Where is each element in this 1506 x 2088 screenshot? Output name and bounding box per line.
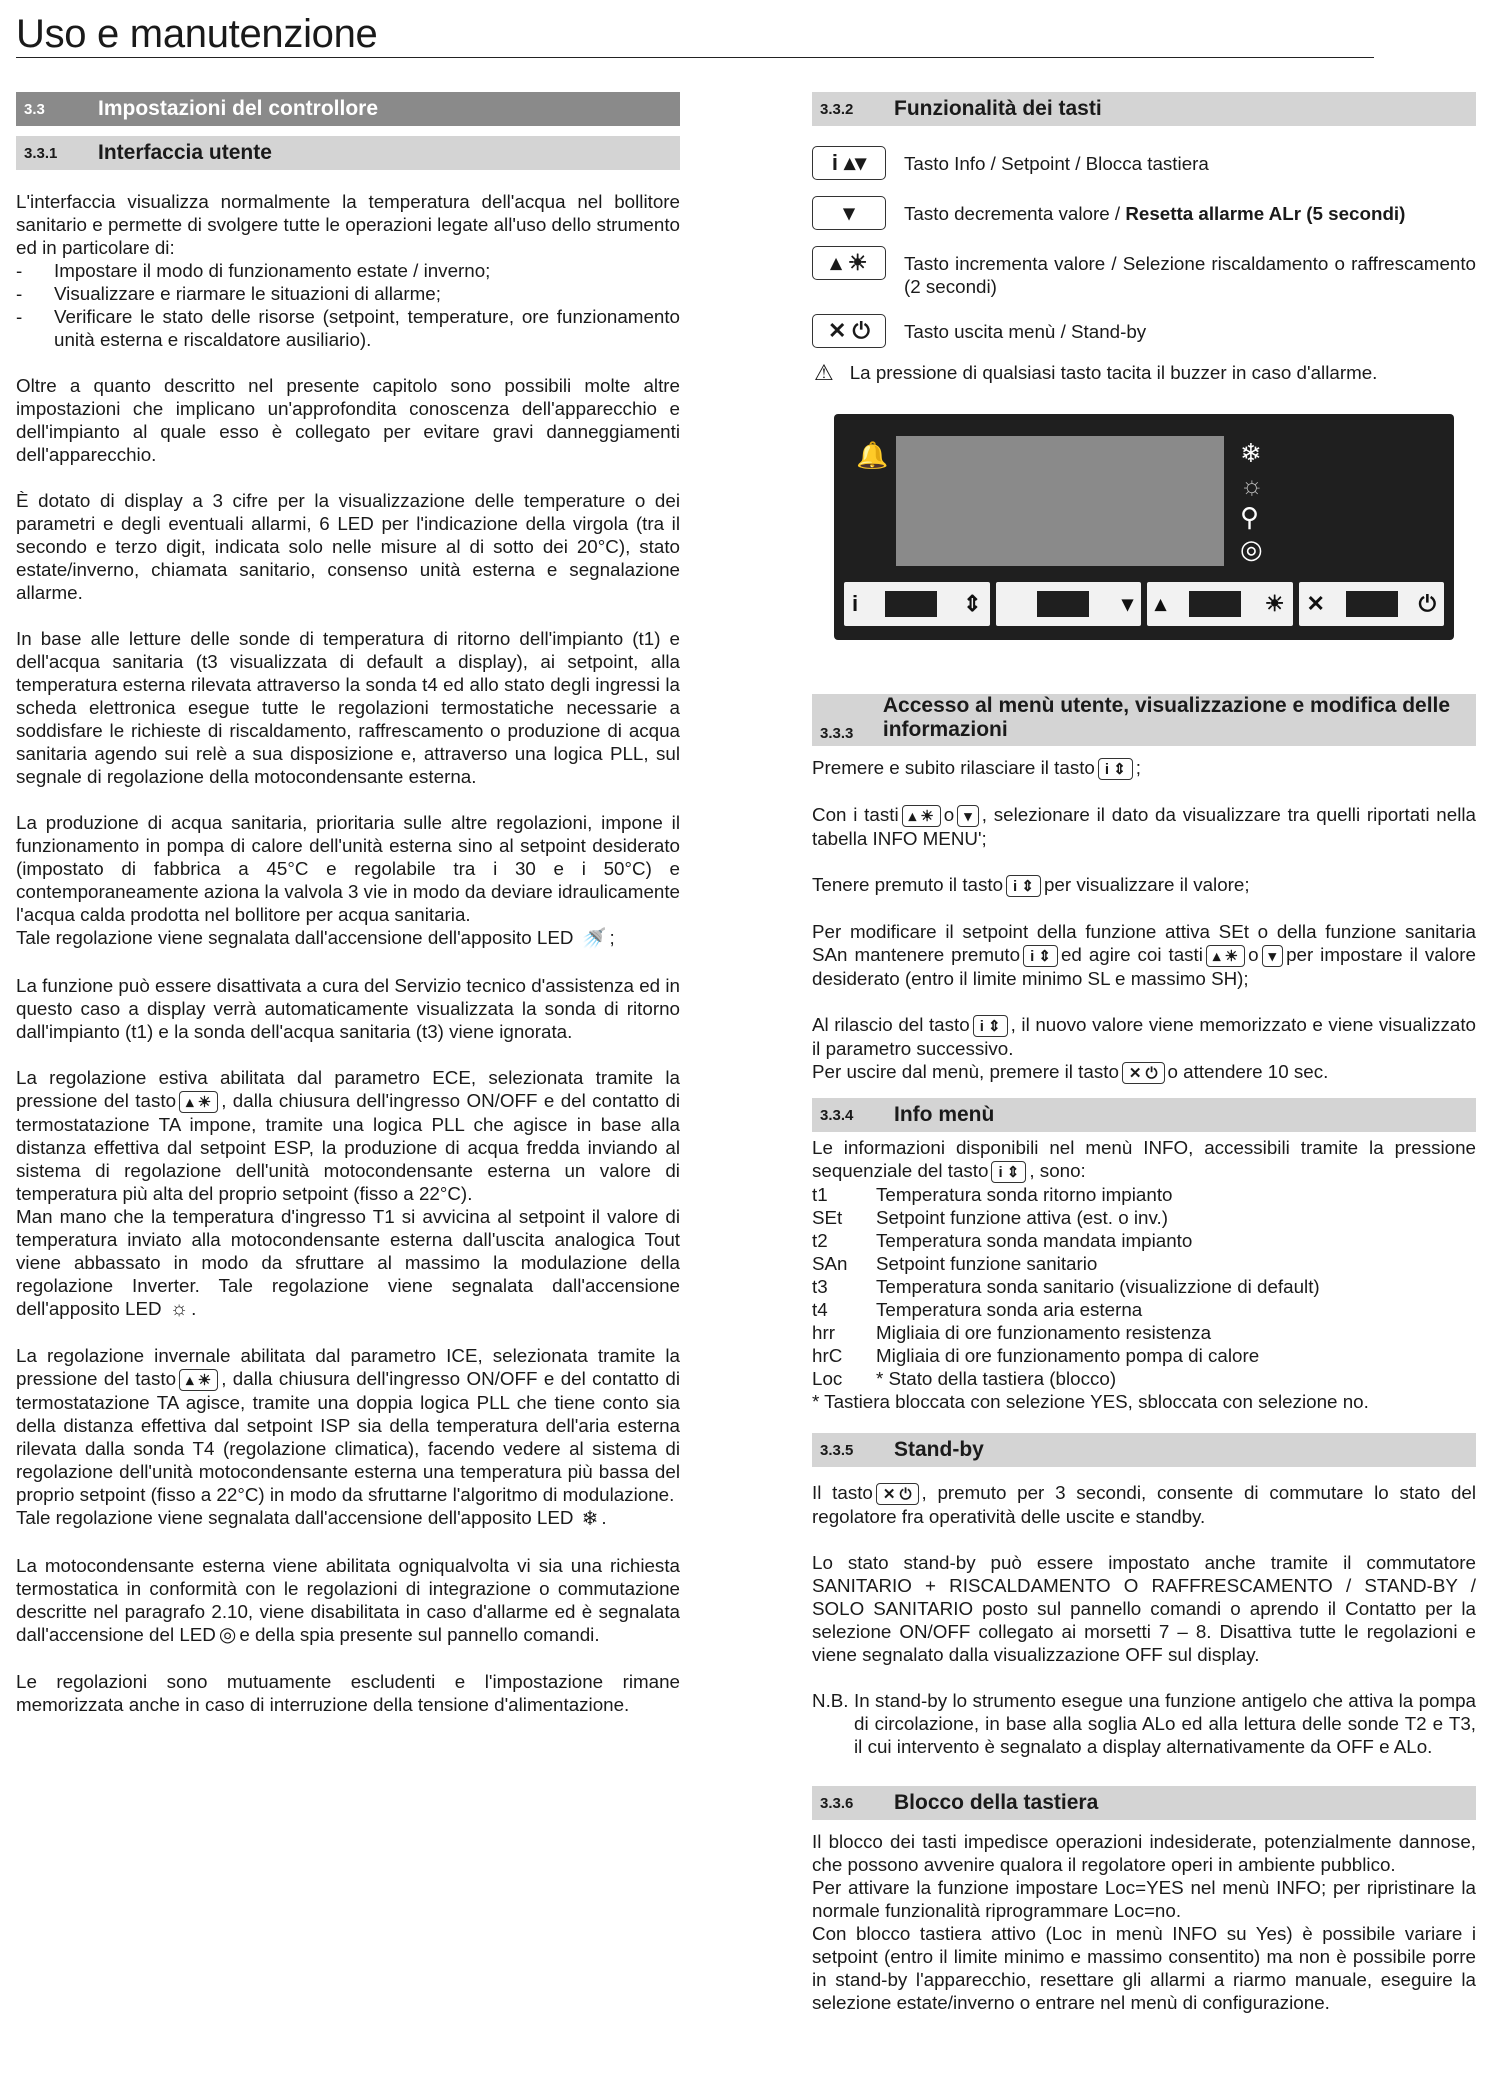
info-key-icon: i ⇕	[1006, 875, 1041, 897]
page-title: Uso e manutenzione	[16, 12, 378, 56]
info-code: SAn	[812, 1253, 848, 1275]
paragraph: È dotato di display a 3 cifre per la visualizzazione delle temperature o dei parametri e degli eventuali allarmi, 6 LED per l'indicazione della virgola (tra il secondo e terzo digit, indicata solo nelle misure al di sotto dei 20°C), stato estate/inverno, chiamata sanitario, consenso unità esterna e segnalazione allarme.	[16, 490, 680, 603]
up-arrow-icon: ▴	[1155, 591, 1167, 616]
text: , dalla chiusura dell'ingresso ON/OFF e del contatto di termostatazione TA impone, tramite una logica PLL che agisce in base alla distanza effettiva dal setpoint ESP, la produzione di acqua fredda inviando al sistema di regolazione dell'unità motocondensante esterna un valore di temperatura più alta del proprio setpoint (fisso a 22°C).	[16, 1089, 681, 1204]
compressor-icon: ◎	[1240, 534, 1263, 564]
info-desc: Migliaia di ore funzionamento pompa di calore	[876, 1345, 1260, 1367]
info-code: t2	[812, 1230, 828, 1252]
section-title: Interfaccia utente	[98, 141, 272, 164]
list-item	[812, 1229, 1476, 1252]
text: Man mano che la temperatura d'ingresso T1 si avvicina al setpoint il valore di temperatura inviato alla motocondensante esterna dall'uscita analogica Tout viene abbassato in modo da sfruttare al massimo la modulazione della regolazione Inverter. Tale regolazione viene segnalata dall'accensione dell'apposito LED	[16, 1205, 680, 1319]
text: Al rilascio del tasto	[812, 1014, 970, 1036]
paragraph: Lo stato stand-by può essere impostato anche tramite il commutatore SANITARIO + RISCALDAMENTO O RAFFRESCAMENTO / STAND-BY / SOLO SANITARIO posto sul pannello comandi o aprendo il Contatto per la selezione ON/OFF collegato ai morsetti 7 – 8. Disattiva tutte le regolazioni e viene segnalato dalla visualizzazione OFF sul display.	[812, 1552, 1476, 1666]
up-key-icon: ▴ ☀	[812, 246, 886, 280]
right-column	[812, 92, 1476, 2014]
paragraph: La funzione può essere disattivata a cura del Servizio tecnico d'assistenza ed in questo caso a display verrà automaticamente visualizzata la sonda di ritorno dall'impianto (t1) e la sonda dell'acqua sanitaria (t3) viene ignorata.	[16, 974, 680, 1042]
key-row-decrement	[812, 202, 1476, 230]
paragraph: Per attivare la funzione impostare Loc=YES nel menù INFO; per ripristinare la normale funzionalità riprogrammare Loc=no.	[812, 1877, 1476, 1922]
note-label: N.B.	[812, 1690, 849, 1712]
section-title: Info menù	[894, 1103, 995, 1127]
paragraph	[812, 803, 1476, 850]
list-item	[812, 1321, 1476, 1344]
controller-panel-illustration	[834, 414, 1454, 640]
sun-icon: ☀	[1264, 591, 1285, 616]
paragraph: In base alle letture delle sonde di temperatura di ritorno dell'impianto (t1) e dell'acqua sanitaria (t3 visualizzata di default a display), ai setpoint, alla temperatura esterna rilevata attraverso la sonda t4 ed allo stato degli ingressi la scheda elettronica esegue tutte le regolazioni termostatiche necessarie a soddisfare le richieste di riscaldamento, raffrescamento o produzione di acqua sanitaria agendo sui relè a sua disposizione e, attraverso una logica PLL, sul segnale di regolazione della motocondensante esterna.	[16, 628, 680, 787]
info-desc: Migliaia di ore funzionamento resistenza	[876, 1322, 1212, 1344]
list-item	[812, 1252, 1476, 1275]
list-item: - Visualizzare e riarmare le situazioni di allarme;	[16, 282, 680, 305]
paragraph: Man mano che la temperatura d'ingresso T1 si avvicina al setpoint il valore di temperatura inviato alla motocondensante esterna dall'uscita analogica Tout viene abbassato in modo da sfruttare al massimo la modulazione della regolazione Inverter. Tale regolazione viene segnalata dall'accensione dell'apposito LED ☼ .	[16, 1205, 680, 1321]
info-code: hrC	[812, 1345, 843, 1367]
list-item	[812, 1275, 1476, 1298]
section-number: 3.3	[24, 100, 45, 118]
info-code: Loc	[812, 1368, 843, 1390]
paragraph	[812, 1136, 1476, 1183]
section-number: 3.3.3	[820, 725, 854, 742]
increment-key-icon: ▴ ☀	[902, 805, 941, 827]
paragraph: La produzione di acqua sanitaria, prioritaria sulle altre regolazioni, impone il funzionamento in pompa di calore dell'unità esterna sino al setpoint desiderato (impostato di fabbrica a 45°C e regolabile tra i 30 e i 50°C) e contemporaneamente aziona la valvola 3 vie in modo da deviare idraulicamente l'acqua calda prodotta nel bollitore per acqua sanitaria.	[16, 812, 681, 925]
close-icon: ✕	[1306, 591, 1325, 616]
footnote: * Tastiera bloccata con selezione YES, sbloccata con selezione no.	[812, 1391, 1369, 1413]
text: , selezionare il dato da visualizzare tra quelli riportati nella tabella INFO MENU';	[812, 804, 1476, 850]
info-code: t1	[812, 1184, 828, 1206]
key-description: Tasto uscita menù / Stand-by	[904, 321, 1147, 342]
section-title: Stand-by	[894, 1438, 984, 1462]
info-code: SEt	[812, 1207, 843, 1229]
paragraph: Il blocco dei tasti impedisce operazioni indesiderate, potenzialmente dannose, che possono avvenire qualora il regolatore operi in ambiente pubblico.	[812, 1831, 1476, 1876]
note-text: In stand-by lo strumento esegue una funzione antigelo che attiva la pompa di circolazione, in base alla soglia ALo ed alla lettura delle sonde T2 e T3, il cui intervento è segnalato a display alternativamente da OFF e ALo.	[854, 1690, 1476, 1758]
section-number: 3.3.6	[820, 1794, 854, 1812]
list-item: - Impostare il modo di funzionamento estate / inverno;	[16, 259, 680, 282]
section-3-3-5-header	[812, 1433, 1476, 1467]
left-column	[16, 92, 680, 1716]
section-number: 3.3.4	[820, 1106, 854, 1124]
info-key-icon: i ⇕	[991, 1161, 1026, 1183]
warning-text: La pressione di qualsiasi tasto tacita il buzzer in caso d'allarme.	[849, 362, 1378, 383]
info-key-icon: i ⇕	[973, 1015, 1008, 1037]
paragraph	[812, 920, 1476, 990]
warning-note	[812, 360, 1476, 386]
text: o	[1248, 944, 1259, 966]
paragraph	[812, 1060, 1476, 1084]
text: Tale regolazione viene segnalata dall'accensione dell'apposito LED	[16, 927, 574, 948]
text: , sono:	[1029, 1160, 1086, 1182]
text: , il nuovo valore viene memorizzato e viene visualizzato il parametro successivo.	[812, 1014, 1476, 1060]
info-code: t3	[812, 1276, 828, 1298]
info-code: hrr	[812, 1322, 835, 1344]
panel-button-bar	[844, 582, 1444, 626]
section-3-3-6-header	[812, 1786, 1476, 1820]
key-row-info	[812, 152, 1476, 180]
info-desc: Setpoint funzione attiva (est. o inv.)	[876, 1207, 1168, 1229]
paragraph: Oltre a quanto descritto nel presente capitolo sono possibili molte altre impostazioni che implicano un'approfondita conoscenza dell'apparecchio e dell'impianto al quale esso è collegato per evitare gravi danneggiamenti dell'apparecchio.	[16, 375, 680, 465]
list-item	[812, 1298, 1476, 1321]
key-row-increment	[812, 252, 1476, 298]
exit-button[interactable]	[1299, 582, 1445, 626]
text: Il tasto	[812, 1482, 873, 1504]
section-title: Blocco della tastiera	[894, 1791, 1099, 1815]
increment-key-icon: ▴ ☀	[1206, 945, 1245, 967]
paragraph	[16, 1554, 680, 1648]
section-3-3-3-header	[812, 694, 1476, 746]
section-title: Funzionalità dei tasti	[894, 97, 1102, 120]
key-description: Tasto Info / Setpoint / Blocca tastiera	[904, 153, 1209, 174]
bullet-list	[16, 259, 680, 351]
increment-key-icon: ▴ ☀	[179, 1091, 218, 1113]
info-desc: Temperatura sonda mandata impianto	[876, 1230, 1193, 1252]
down-arrow-icon: ▾	[1121, 591, 1133, 616]
paragraph: Tale regolazione viene segnalata dall'accensione dell'apposito LED 🚿 ;	[16, 927, 615, 950]
section-number: 3.3.5	[820, 1441, 854, 1459]
key-row-exit	[812, 320, 1476, 348]
paragraph	[16, 1066, 680, 1205]
section-3-3-2-header	[812, 92, 1476, 126]
compressor-icon: ◎	[218, 1624, 237, 1647]
paragraph: Tale regolazione viene segnalata dall'accensione dell'apposito LED ❄ .	[16, 1507, 607, 1530]
text: per impostare il valore desiderato (entro il limite minimo SL e massimo SH);	[812, 944, 1476, 990]
note-block	[812, 1689, 1476, 1758]
section-title: Accesso al menù utente, visualizzazione e modifica delle informazioni	[882, 694, 1451, 741]
paragraph	[812, 873, 1476, 897]
bell-icon: 🔔	[856, 440, 889, 470]
info-desc: * Stato della tastiera (blocco)	[876, 1368, 1117, 1390]
snowflake-icon: ❄	[581, 1507, 599, 1530]
text: Le informazioni disponibili nel menù INFO, accessibili tramite la pressione sequenziale del tasto	[812, 1137, 1476, 1182]
key-description: Tasto decrementa valore /	[904, 203, 1126, 224]
title-rule	[16, 57, 1374, 58]
display-screen	[896, 436, 1224, 566]
text: La regolazione estiva abilitata dal parametro ECE, selezionata tramite la pressione del tasto	[16, 1066, 680, 1111]
info-menu-list	[812, 1183, 1476, 1390]
text: per visualizzare il valore;	[1043, 874, 1250, 896]
text: , premuto per 3 secondi, consente di commutare lo stato del regolatore fra operatività delle uscite e standby.	[812, 1482, 1477, 1528]
up-down-icon: ⇕	[963, 591, 982, 616]
text: Tale regolazione viene segnalata dall'accensione dell'apposito LED	[16, 1507, 574, 1529]
key-description: Tasto incrementa valore / Selezione riscaldamento o raffrescamento (2 secondi)	[904, 253, 1476, 297]
text: La motocondensante esterna viene abilitata ogniqualvolta vi sia una richiesta termostatica in conformità con le regolazioni di integrazione o commutazione descritte nel paragrafo 2.10, viene disabilitata in caso d'allarme ed è segnalata dall'accensione del LED	[16, 1554, 680, 1645]
info-code: t4	[812, 1299, 828, 1321]
info-key-icon: i ⇕	[1023, 945, 1058, 967]
section-number: 3.3.1	[24, 144, 58, 162]
text: Tenere premuto il tasto	[812, 874, 1004, 896]
info-button[interactable]	[844, 582, 990, 626]
key-description-bold: Resetta allarme ALr (5 secondi)	[1125, 203, 1406, 224]
sun-icon: ☼	[169, 1298, 189, 1321]
paragraph	[812, 1013, 1476, 1060]
info-desc: Temperatura sonda ritorno impianto	[876, 1184, 1173, 1206]
text: Con i tasti	[812, 804, 899, 826]
decrement-key-icon: ▾	[1262, 945, 1284, 967]
info-desc: Temperatura sonda sanitario (visualizzione di default)	[876, 1276, 1320, 1298]
warning-icon: ⚠	[814, 360, 834, 385]
text: , dalla chiusura dell'ingresso ON/OFF e del contatto di termostatazione TA agisce, tramite una doppia logica PLL che tiene conto sia della distanza effettiva dal setpoint ISP sia della temperatura dell'aria esterna rilevata dalla sonda T4 (regolazione climatica), facendo vedere al sistema di regolazione dell'unità motocondensante esterna una temperatura più bassa del proprio setpoint (fisso a 22°C) in modo da sfruttarne l'algoritmo di modulazione.	[16, 1368, 681, 1506]
paragraph: L'interfaccia visualizza normalmente la temperatura dell'acqua nel bollitore sanitario e permette di svolgere tutte le operazioni legate all'uso dello strumento ed in particolare di:	[16, 191, 680, 258]
tap-water-icon: ⚲	[1240, 502, 1260, 532]
exit-key-icon: ✕ ⏻	[1122, 1062, 1165, 1084]
text: Premere e subito rilasciare il tasto	[812, 757, 1095, 778]
sun-icon: ☼	[1240, 470, 1264, 500]
text: Per uscire dal menù, premere il tasto	[812, 1061, 1119, 1083]
info-icon: i	[852, 591, 859, 616]
snowflake-icon: ❄	[1240, 438, 1262, 468]
text: ed agire coi tasti	[1060, 944, 1203, 966]
up-button[interactable]	[1147, 582, 1293, 626]
paragraph	[812, 1481, 1476, 1528]
text: o	[943, 804, 955, 826]
section-3-3-header	[16, 92, 680, 126]
info-key-icon: i ▴▾	[812, 146, 886, 180]
paragraph: Con blocco tastiera attivo (Loc in menù INFO su Yes) è possibile variare i setpoint (entro il limite minimo e massimo consentito) ma non è possibile porre in stand-by l'apparecchio, resettare gli allarmi a riarmo manuale, eseguire la selezione estate/inverno o entrare nel menù di configurazione.	[812, 1923, 1476, 2014]
info-key-icon: i ⇕	[1098, 758, 1133, 780]
down-button[interactable]	[996, 582, 1142, 626]
list-item: - Verificare le stato delle risorse (setpoint, temperature, ore funzionamento unità esterna e riscaldatore ausiliario).	[16, 305, 680, 351]
increment-key-icon: ▴ ☀	[179, 1369, 218, 1391]
info-desc: Setpoint funzione sanitario	[876, 1253, 1098, 1275]
list-item	[812, 1206, 1476, 1229]
list-item	[812, 1344, 1476, 1367]
text: Per modificare il setpoint della funzione attiva SEt o della funzione sanitaria SAn mantenere premuto	[812, 921, 1476, 966]
paragraph: Premere e subito rilasciare il tasto i ⇕ ;	[812, 757, 1141, 779]
text: o attendere 10 sec.	[1167, 1061, 1329, 1083]
paragraph: Le regolazioni sono mutuamente escludenti e l'impostazione rimane memorizzata anche in caso di interruzione della tensione d'alimentazione.	[16, 1671, 680, 1716]
decrement-key-icon: ▾	[957, 805, 979, 827]
text: e della spia presente sul pannello comandi.	[239, 1623, 600, 1645]
down-key-icon: ▾	[812, 196, 886, 230]
text: La regolazione invernale abilitata dal parametro ICE, selezionata tramite la pressione del tasto	[16, 1345, 680, 1390]
info-desc: Temperatura sonda aria esterna	[876, 1299, 1143, 1321]
section-3-3-1-header	[16, 136, 680, 170]
tap-water-icon: 🚿	[581, 927, 607, 950]
power-key-icon: ✕ ⏻	[812, 314, 886, 348]
exit-key-icon: ✕ ⏻	[876, 1483, 919, 1505]
paragraph	[16, 1344, 680, 1506]
power-icon: ⏻	[1418, 591, 1436, 616]
list-item	[812, 1367, 1476, 1390]
section-number: 3.3.2	[820, 100, 854, 118]
section-3-3-4-header	[812, 1098, 1476, 1132]
list-item	[812, 1183, 1476, 1206]
section-title: Impostazioni del controllore	[98, 97, 379, 120]
